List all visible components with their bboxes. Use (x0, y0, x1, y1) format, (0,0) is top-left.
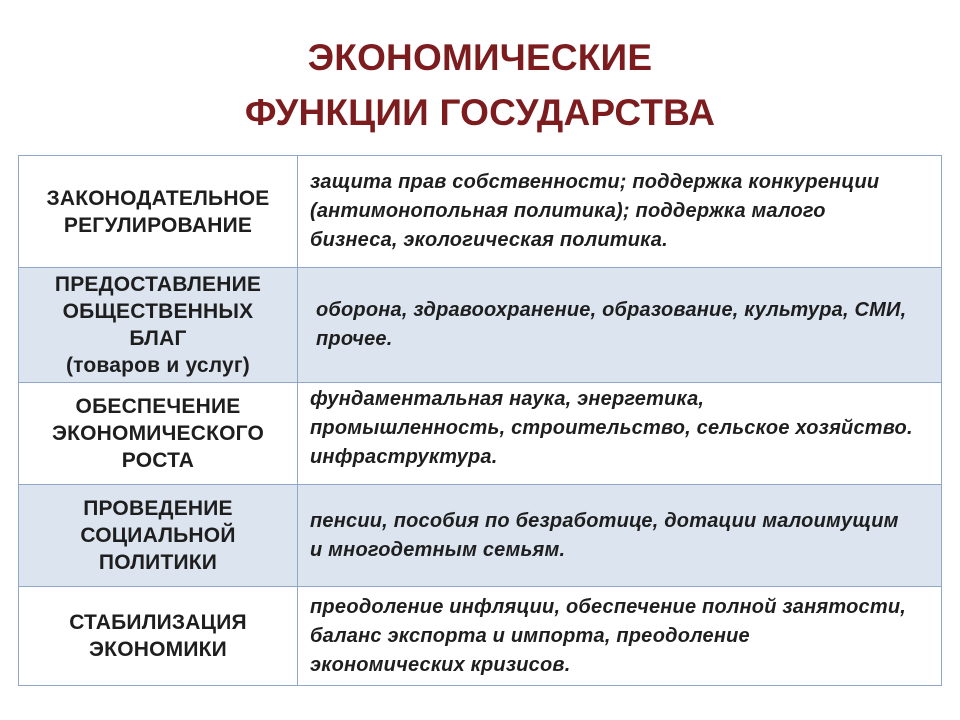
function-line: ПРЕДОСТАВЛЕНИЕ (54, 273, 262, 296)
slide-title (0, 30, 960, 140)
function-cell (19, 485, 298, 586)
table-row (19, 267, 941, 382)
description-cell (298, 587, 941, 685)
table-row (19, 156, 941, 267)
description-line: оборона, здравоохранение, образование, культура, СМИ, (316, 299, 907, 321)
function-line: БЛАГ (129, 327, 187, 350)
slide-title-line-1: ЭКОНОМИЧЕСКИЕ (307, 37, 653, 78)
function-cell (19, 587, 298, 685)
function-line: ЗАКОНОДАТЕЛЬНОЕ (46, 186, 270, 210)
description-cell (298, 156, 941, 267)
description-line: (антимонопольная политика); поддержка малого (310, 200, 826, 222)
function-line: РЕГУЛИРОВАНИЕ (63, 213, 253, 237)
function-cell (19, 268, 298, 382)
description-line: пенсии, пособия по безработице, дотации малоимущим (310, 509, 899, 532)
functions-table (18, 155, 942, 686)
description-line: инфраструктура. (310, 446, 498, 468)
description-line: и многодетным семьям. (310, 538, 566, 561)
function-line: ЭКОНОМИКИ (89, 638, 227, 661)
function-line: ПОЛИТИКИ (98, 551, 218, 574)
table-row (19, 382, 941, 484)
description-cell (298, 485, 941, 586)
table-row (19, 586, 941, 685)
description-line: защита прав собственности; поддержка конкуренции (310, 171, 880, 193)
function-line: (товаров и услуг) (65, 354, 250, 377)
description-line: промышленность, строительство, сельское хозяйство. (310, 417, 913, 439)
function-line: ЭКОНОМИЧЕСКОГО (51, 422, 265, 445)
function-line: ОБЩЕСТВЕННЫХ (62, 300, 254, 323)
function-line: ОБЕСПЕЧЕНИЕ (75, 395, 241, 418)
description-line: экономических кризисов. (310, 653, 571, 676)
function-cell (19, 383, 298, 484)
function-line: СТАБИЛИЗАЦИЯ (69, 611, 247, 634)
description-line: бизнеса, экологическая политика. (310, 229, 668, 251)
table-row (19, 484, 941, 586)
function-cell (19, 156, 298, 267)
description-line: фундаментальная наука, энергетика, (310, 388, 705, 410)
description-line: преодоление инфляции, обеспечение полной занятости, (310, 595, 906, 618)
description-line: прочее. (316, 328, 393, 350)
function-line: РОСТА (121, 449, 195, 472)
slide-title-line-2: ФУНКЦИИ ГОСУДАРСТВА (244, 92, 716, 133)
description-line: баланс экспорта и импорта, преодоление (310, 624, 750, 647)
function-line: СОЦИАЛЬНОЙ (80, 524, 236, 547)
description-cell (298, 383, 941, 484)
description-cell (298, 268, 941, 382)
function-line: ПРОВЕДЕНИЕ (83, 497, 233, 520)
